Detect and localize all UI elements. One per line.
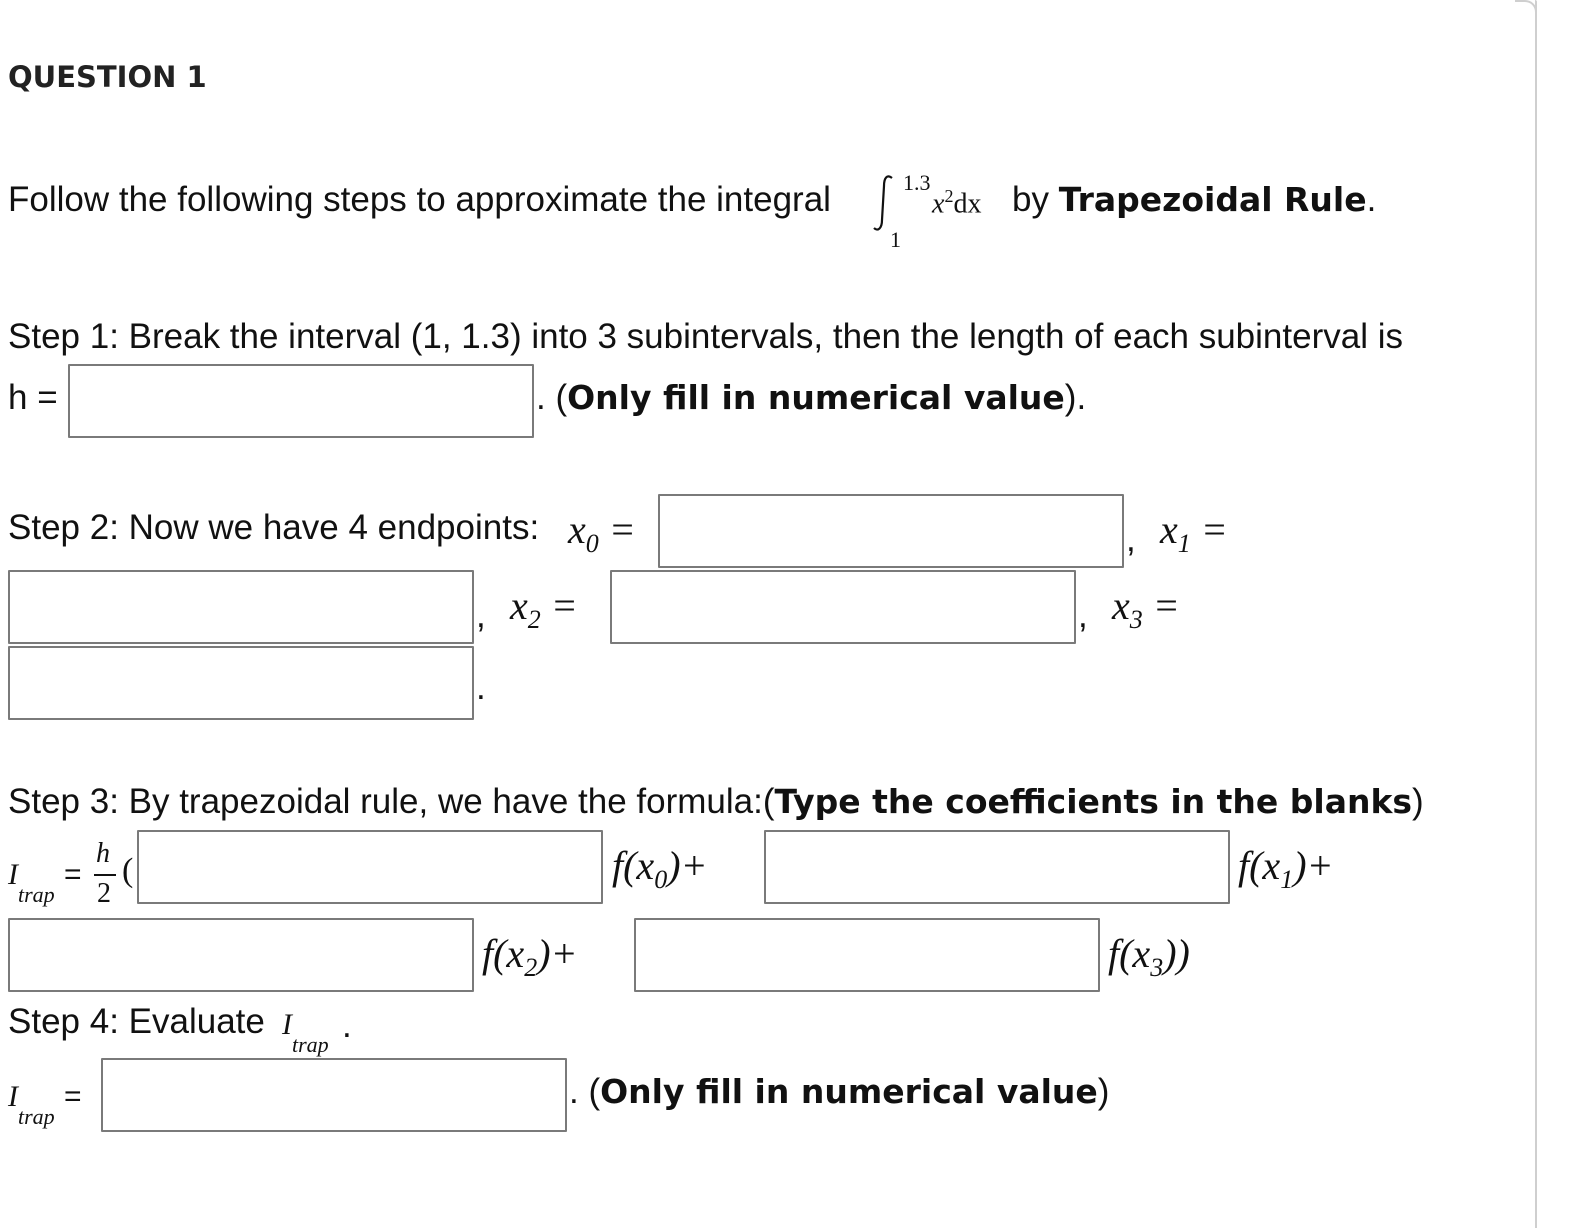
comma-x1: , — [476, 596, 486, 635]
comma-x2: , — [1078, 596, 1088, 635]
f-x1-term: $f(x_1)+$ — [1238, 843, 1334, 894]
intro-method: Trapezoidal Rule — [1058, 180, 1367, 219]
intro-text: Follow the following steps to approximate the integral — [8, 180, 831, 219]
step4-text: Step 4: Evaluate — [8, 1002, 265, 1041]
integral-upper-limit: 1.3 — [903, 170, 931, 195]
fraction-numerator: h — [96, 838, 110, 869]
comma-x0: , — [1126, 520, 1136, 559]
step4-dot: . — [569, 1072, 579, 1111]
integrand-power: 2 — [944, 186, 954, 206]
coef-f2-input[interactable] — [8, 918, 474, 992]
step3-paren-close: ) — [1412, 782, 1424, 821]
frame-border — [1535, 0, 1537, 1228]
step4-i-symbol: I — [282, 1008, 292, 1041]
integrand-variable: x — [932, 188, 945, 220]
step3-equals: = — [64, 858, 82, 891]
coef-f3-input[interactable] — [634, 918, 1100, 992]
step4-result-subscript: trap — [18, 1104, 55, 1129]
integral-sign-icon — [872, 172, 898, 234]
f-x0-term: $f(x_0)+$ — [612, 843, 708, 894]
step4-paren-open: ( — [588, 1072, 601, 1111]
step2-period: . — [476, 668, 486, 707]
step4-note: Only fill in numerical value — [600, 1072, 1098, 1111]
step1-h-label: h = — [8, 378, 58, 417]
step4-equals: = — [64, 1080, 82, 1113]
step2-text: Step 2: Now we have 4 endpoints: — [8, 508, 540, 547]
x2-label: $x_2$ = — [510, 583, 578, 634]
i-trap-input[interactable] — [101, 1058, 567, 1132]
x1-label: $x_1$ = — [1160, 507, 1228, 558]
x1-input[interactable] — [8, 570, 474, 644]
coef-f0-input[interactable] — [137, 830, 603, 904]
step3-note: Type the coefficients in the blanks — [774, 782, 1413, 821]
step4-i-subscript: trap — [292, 1032, 329, 1057]
integral-dx: dx — [953, 188, 982, 220]
x3-label: $x_3$ = — [1112, 583, 1180, 634]
fraction-bar — [94, 874, 116, 876]
step4-period: . — [342, 1006, 352, 1045]
x3-input[interactable] — [8, 646, 474, 720]
step4-paren-close: ) — [1097, 1072, 1110, 1111]
step3-paren-open: ( — [762, 782, 775, 821]
frame-corner — [1515, 0, 1537, 18]
f-x3-term: $f(x_3)$) — [1108, 931, 1190, 982]
x0-label: $x_0$ = — [568, 507, 636, 558]
step1-paren-open: ( — [555, 378, 568, 417]
f-x2-term: $f(x_2)+$ — [482, 931, 578, 982]
integral-lower-limit: 1 — [890, 227, 901, 252]
question-heading: QUESTION 1 — [8, 60, 207, 94]
coef-f1-input[interactable] — [764, 830, 1230, 904]
intro-period: . — [1366, 180, 1377, 219]
left-paren: ( — [122, 852, 134, 889]
i-trap-symbol: I — [8, 858, 18, 891]
x0-input[interactable] — [658, 494, 1124, 568]
intro-by: by — [1012, 180, 1049, 219]
step1-note: Only fill in numerical value — [567, 378, 1065, 417]
i-trap-subscript: trap — [18, 882, 55, 907]
h-input[interactable] — [68, 364, 534, 438]
step1-dot: . — [536, 378, 546, 417]
x2-input[interactable] — [610, 570, 1076, 644]
step3-text: Step 3: By trapezoidal rule, we have the formula: — [8, 782, 763, 821]
fraction-denominator: 2 — [97, 878, 111, 909]
step1-paren-close: ). — [1064, 378, 1087, 417]
step1-text: Step 1: Break the interval (1, 1.3) into 3 subintervals, then the length of each subinterval is — [8, 317, 1403, 356]
step4-result-i: I — [8, 1080, 18, 1113]
